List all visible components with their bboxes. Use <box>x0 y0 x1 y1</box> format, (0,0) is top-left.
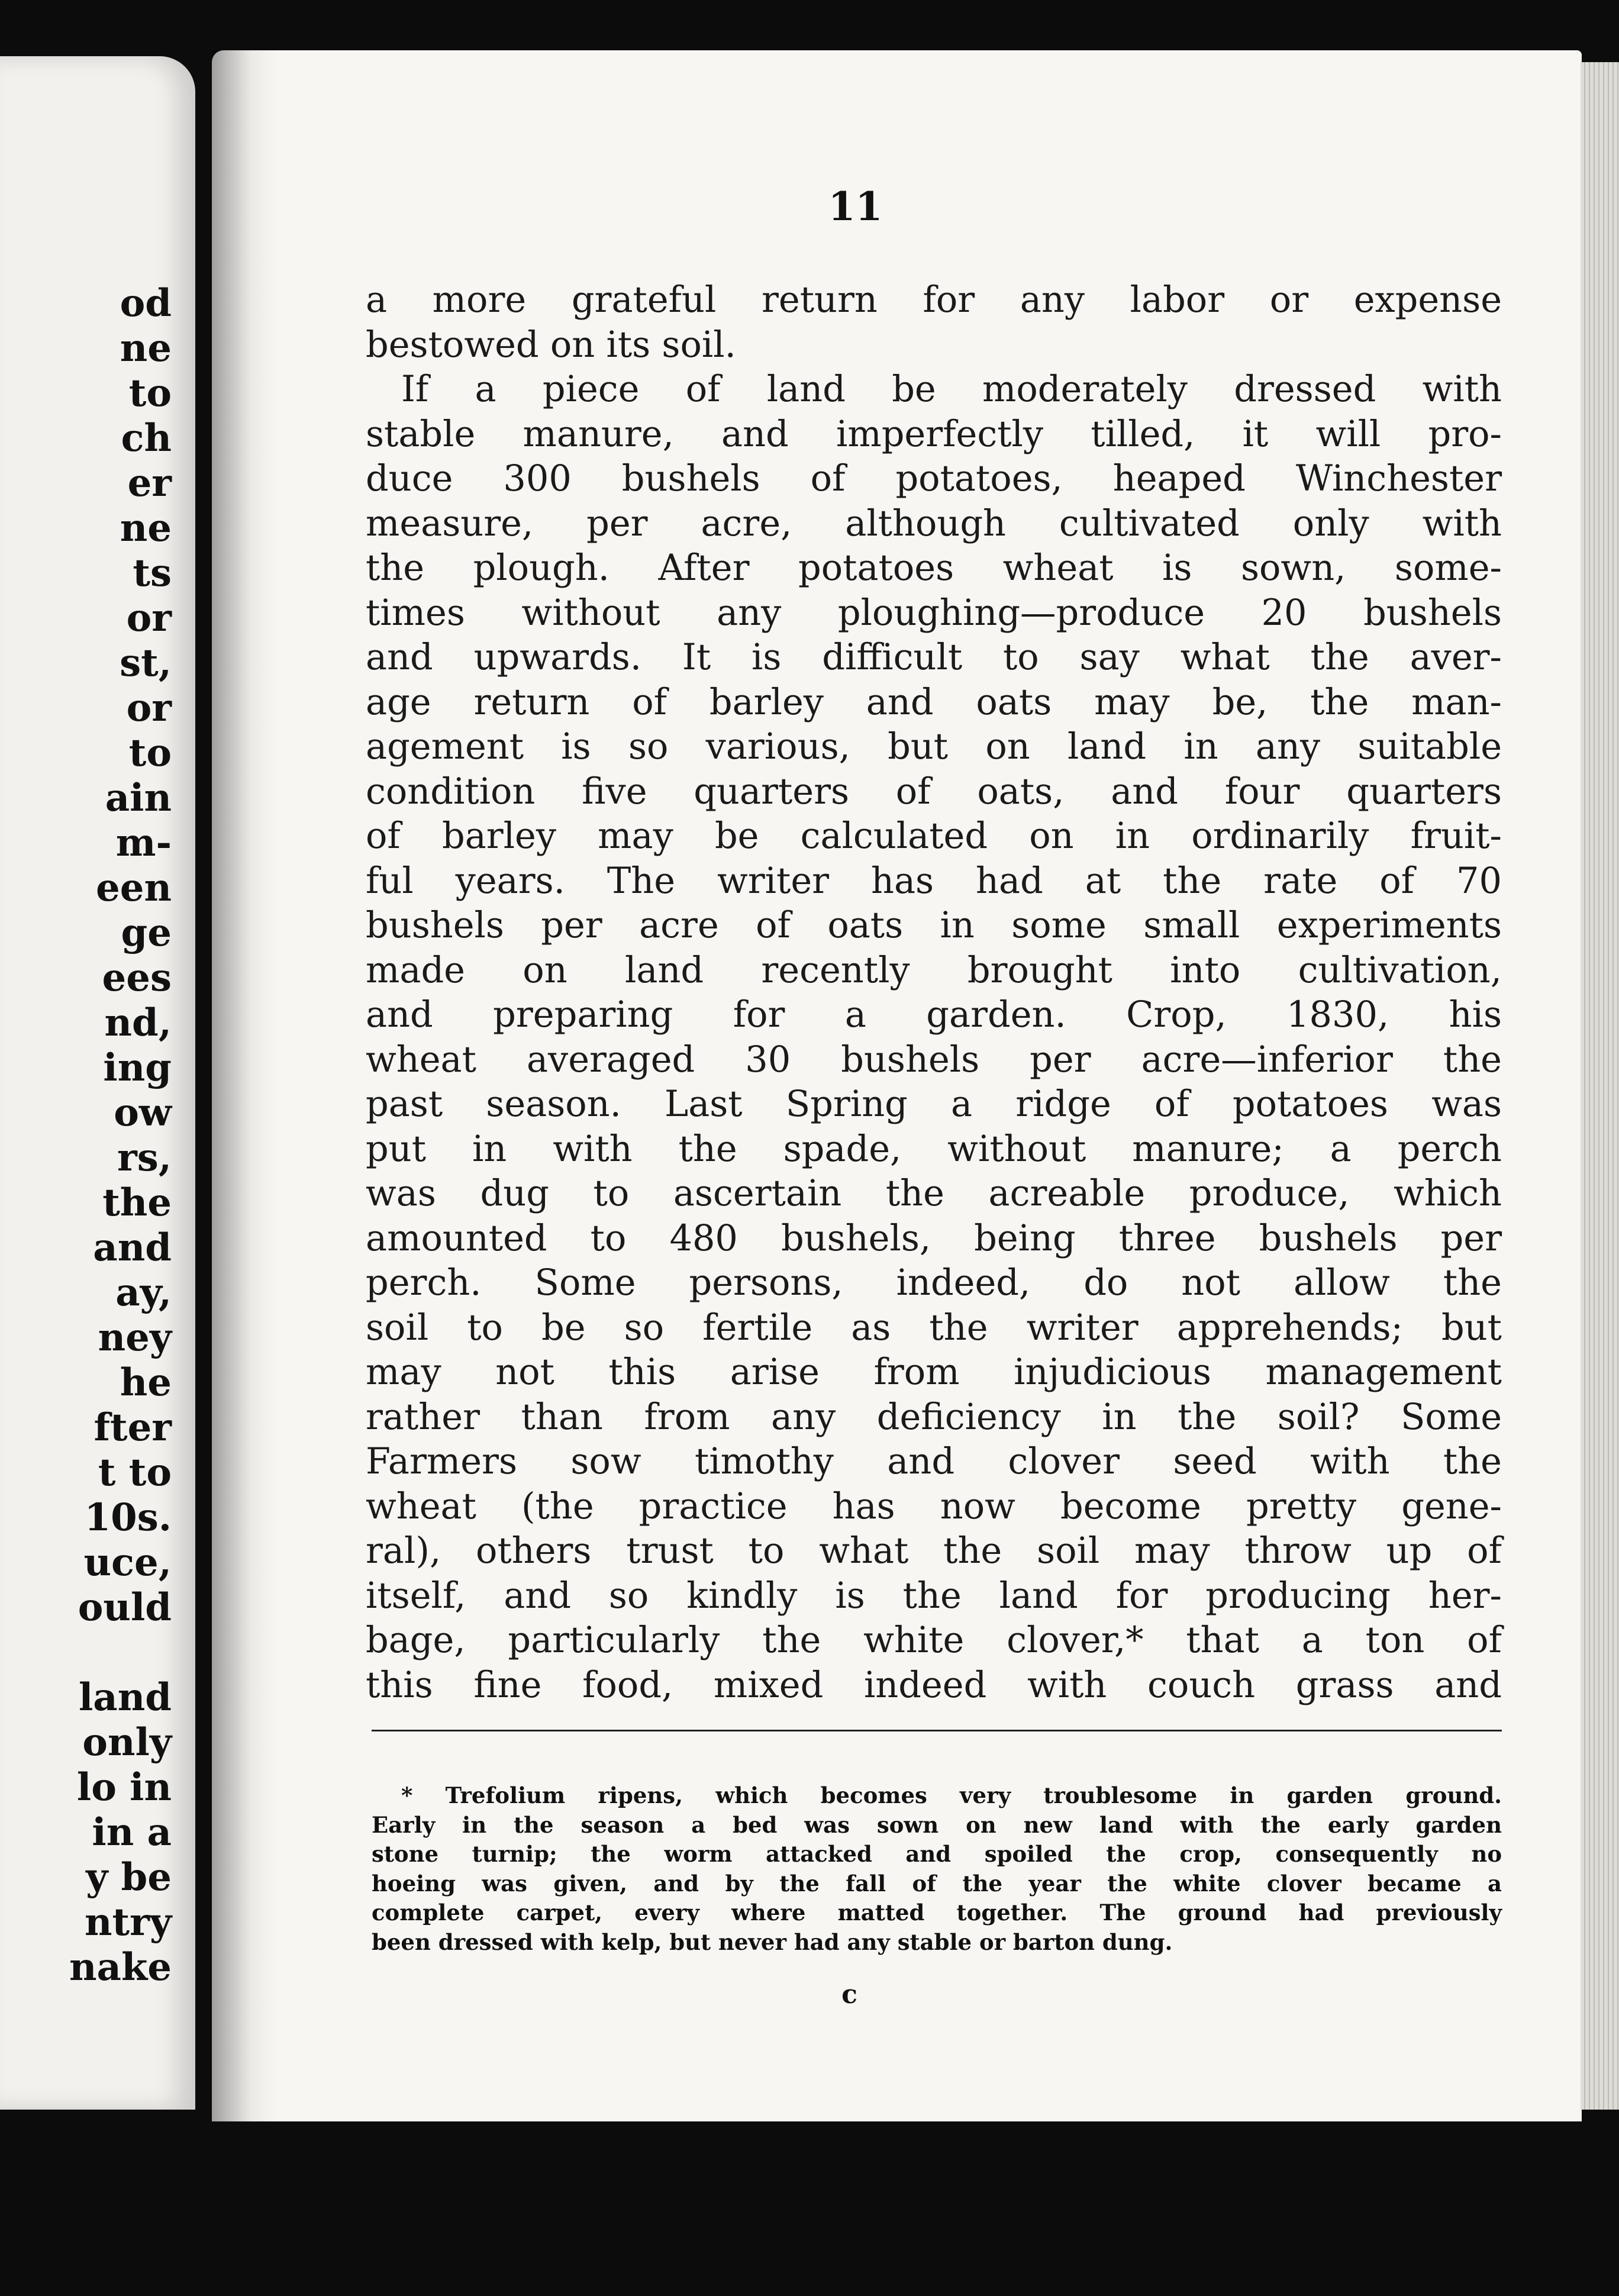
left-fragment: ees <box>102 956 172 1000</box>
body-line: If a piece of land be moderately dressed with <box>401 369 1502 410</box>
left-fragment: t to <box>98 1450 172 1495</box>
footnote-line: stone turnip; the worm attacked and spoiled the crop, consequently no <box>372 1841 1502 1867</box>
body-line: itself, and so kindly is the land for producing her- <box>366 1575 1502 1617</box>
body-line: ral), others trust to what the soil may throw up of <box>366 1530 1502 1572</box>
body-line: soil to be so fertile as the writer apprehends; but <box>366 1307 1502 1349</box>
page-edges <box>1581 62 1619 2110</box>
body-line: age return of barley and oats may be, the man- <box>366 681 1502 723</box>
left-fragment: st, <box>120 641 172 685</box>
left-fragment: or <box>126 596 172 640</box>
body-line: bestowed on its soil. <box>366 324 736 366</box>
body-line: amounted to 480 bushels, being three bushels per <box>366 1217 1502 1259</box>
left-fragment: ge <box>121 911 172 955</box>
body-line: and preparing for a garden. Crop, 1830, his <box>366 994 1502 1036</box>
left-fragment: uce, <box>83 1540 172 1585</box>
body-line: measure, per acre, although cultivated only with <box>366 502 1502 544</box>
left-fragment: or <box>126 686 172 730</box>
footnote <box>372 1781 1502 1957</box>
left-fragment: in a <box>92 1810 172 1855</box>
right-page <box>212 50 1582 2121</box>
left-fragment: 10s. <box>84 1495 172 1540</box>
body-line: past season. Last Spring a ridge of potatoes was <box>366 1083 1502 1125</box>
left-fragment: ain <box>105 776 172 820</box>
left-fragment: land <box>78 1675 172 1720</box>
left-fragment: ch <box>121 416 172 460</box>
body-line: Farmers sow timothy and clover seed with the <box>366 1441 1502 1482</box>
body-line: made on land recently brought into cultivation, <box>366 949 1502 991</box>
body-line: bage, particularly the white clover,* that a ton of <box>366 1620 1502 1661</box>
body-line: perch. Some persons, indeed, do not allow the <box>366 1262 1502 1304</box>
body-line: duce 300 bushels of potatoes, heaped Winchester <box>366 458 1502 499</box>
body-line: and upwards. It is difficult to say what the aver- <box>366 637 1502 678</box>
left-fragment: the <box>102 1181 172 1225</box>
left-fragment: ntry <box>85 1900 172 1944</box>
left-fragment: ney <box>98 1315 172 1360</box>
footnote-rule <box>372 1730 1502 1731</box>
body-line: was dug to ascertain the acreable produce, which <box>366 1173 1502 1214</box>
left-fragment: m- <box>115 821 172 865</box>
left-fragment: y be <box>86 1855 172 1900</box>
body-line: wheat averaged 30 bushels per acre—inferior the <box>366 1039 1502 1081</box>
page-number: 11 <box>828 183 883 230</box>
left-fragment: een <box>96 866 172 910</box>
footnote-line: been dressed with kelp, but never had any stable or barton dung. <box>372 1929 1173 1955</box>
left-fragment: and <box>93 1226 172 1270</box>
body-line: of barley may be calculated on in ordinarily fruit- <box>366 815 1502 857</box>
left-page <box>0 56 195 2110</box>
left-fragment: rs, <box>117 1136 172 1180</box>
left-fragment: to <box>128 371 172 415</box>
left-fragment: ow <box>114 1091 172 1135</box>
left-fragment: nd, <box>104 1001 172 1045</box>
body-line: put in with the spade, without manure; a perch <box>366 1128 1502 1170</box>
left-fragment: to <box>128 731 172 775</box>
body-line: bushels per acre of oats in some small experiments <box>366 905 1502 946</box>
footnote-line: hoeing was given, and by the fall of the year the white clover became a <box>372 1870 1502 1897</box>
body-line: a more grateful return for any labor or expense <box>366 279 1502 321</box>
left-fragment: he <box>120 1360 172 1405</box>
body-line: rather than from any deficiency in the soil? Some <box>366 1396 1502 1438</box>
left-fragment: nake <box>69 1945 172 1989</box>
left-fragment: ne <box>120 506 172 550</box>
body-line: the plough. After potatoes wheat is sown, some- <box>366 547 1502 589</box>
left-fragment: only <box>82 1720 172 1765</box>
footnote-line: * Trefolium ripens, which becomes very troublesome in garden ground. <box>401 1782 1502 1808</box>
left-fragment: ould <box>78 1585 172 1630</box>
body-line: ful years. The writer has had at the rate of 70 <box>366 860 1502 902</box>
left-fragment: od <box>120 281 172 325</box>
left-fragment: ay, <box>115 1270 172 1315</box>
body-line: this fine food, mixed indeed with couch grass and <box>366 1664 1502 1706</box>
left-fragment: ts <box>133 551 172 595</box>
footnote-line: complete carpet, every where matted together. The ground had previously <box>372 1900 1502 1926</box>
body-line: agement is so various, but on land in any suitable <box>366 726 1502 768</box>
body-line: times without any ploughing—produce 20 bushels <box>366 592 1502 634</box>
left-fragment: lo in <box>76 1765 172 1810</box>
left-fragment: fter <box>93 1405 172 1450</box>
left-fragment <box>0 1630 172 1675</box>
body-line: may not this arise from injudicious management <box>366 1352 1502 1393</box>
page-gutter-shadow <box>212 50 277 2121</box>
body-line: wheat (the practice has now become pretty gene- <box>366 1485 1502 1527</box>
left-fragment: er <box>127 461 172 505</box>
body-line: condition five quarters of oats, and four quarters <box>366 770 1502 812</box>
left-fragment: ne <box>120 326 172 370</box>
footnote-line: Early in the season a bed was sown on new land with the early garden <box>372 1811 1502 1838</box>
left-fragment: ing <box>103 1046 172 1090</box>
body-text <box>366 278 1502 1708</box>
body-line: stable manure, and imperfectly tilled, it will pro- <box>366 413 1502 455</box>
signature-mark: c <box>841 1979 857 2010</box>
left-page-text <box>0 281 172 1990</box>
